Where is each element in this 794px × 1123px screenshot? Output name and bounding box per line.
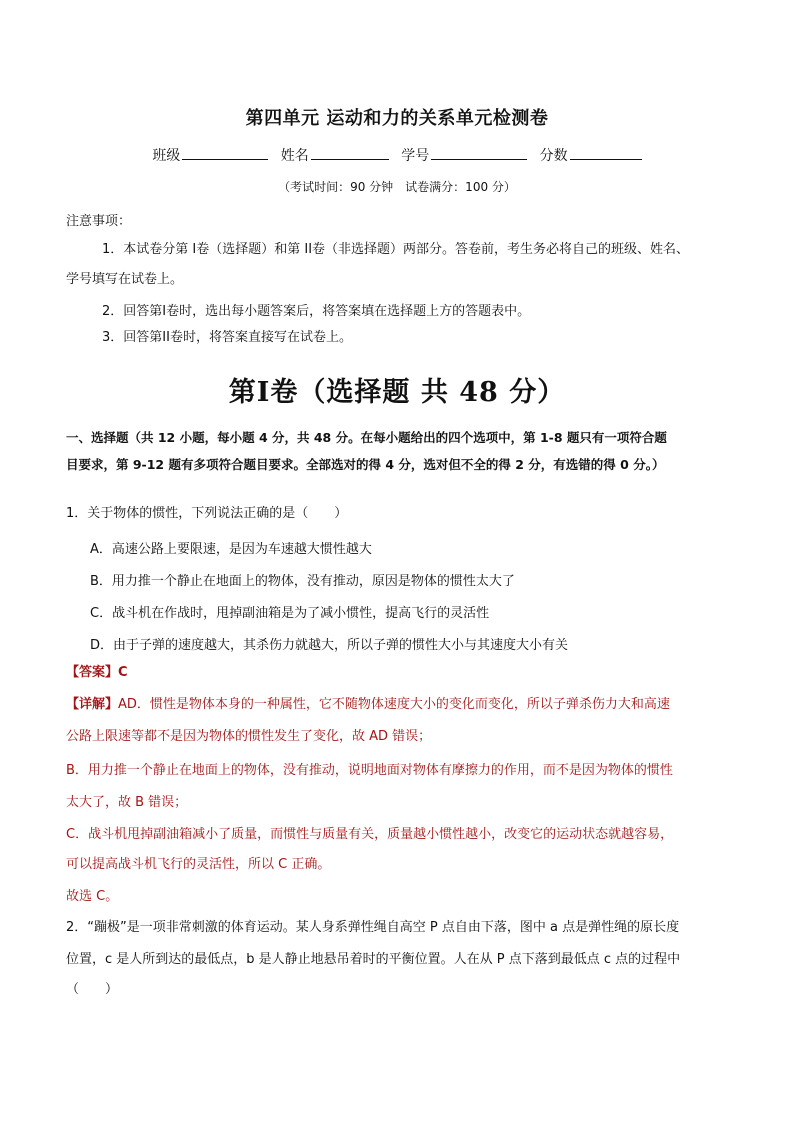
- note-item: [66, 298, 730, 325]
- note-text: 1．本试卷分第 I卷（选择题）和第 II卷（非选择题）两部分。答卷前，考生务必将自己的班级、姓名、: [102, 242, 690, 257]
- detail-line: B．用力推一个静止在地面上的物体，没有推动，说明地面对物体有摩擦力的作用，而不是因为物体的惯性: [66, 763, 673, 778]
- exam-info: （考试时间：90 分钟 试卷满分：100 分）: [278, 180, 516, 194]
- question-2-line: 2．“蹦极”是一项非常刺激的体育运动。某人身系弹性绳自高空 P 点自由下落，图中 a 点是弹性绳的原长度: [66, 920, 680, 935]
- detail-line: 可以提高战斗机飞行的灵活性，所以 C 正确。: [66, 857, 331, 872]
- id-field: [401, 145, 527, 165]
- question-1-option-b: B．用力推一个静止在地面上的物体，没有推动，原因是物体的惯性太大了: [90, 574, 515, 589]
- answer-line: [66, 658, 732, 688]
- part-heading-line: 目要求，第 9-12 题有多项符合题目要求。全部选对的得 4 分，选对但不全的得 2 分，有选错的得 0 分。）: [66, 457, 665, 472]
- question-1-option-c: C．战斗机在作战时，甩掉副油箱是为了减小惯性，提高飞行的灵活性: [90, 606, 490, 621]
- part-heading-line: 一、选择题（共 12 小题，每小题 4 分，共 48 分。在每小题给出的四个选项中，第 1-8 题只有一项符合题: [66, 430, 667, 445]
- part-heading: [66, 424, 732, 478]
- notes-heading: 注意事项：: [66, 214, 132, 229]
- detail-line: 公路上限速等都不是因为物体的惯性发生了变化，故 AD 错误；: [66, 729, 432, 744]
- note-item: [66, 324, 730, 351]
- detail-text: AD．惯性是物体本身的一种属性，它不随物体速度大小的变化而变化，所以子弹杀伤力大和高速: [118, 697, 670, 712]
- score-label: 分数: [539, 148, 568, 164]
- note-text: 2．回答第Ⅰ卷时，选出每小题答案后，将答案填在选择题上方的答题表中。: [102, 304, 531, 319]
- exam-title: 第四单元 运动和力的关系单元检测卷: [245, 108, 549, 129]
- student-info-fields: [0, 145, 794, 165]
- name-blank[interactable]: [311, 145, 389, 160]
- question-1-stem: 1．关于物体的惯性，下列说法正确的是（ ）: [66, 506, 348, 521]
- detail-line: 太大了，故 B 错误；: [66, 795, 188, 810]
- answer-label: 【答案】: [66, 665, 119, 680]
- detail-line: [66, 690, 732, 720]
- name-field: [281, 145, 389, 165]
- note-text: 3．回答第II卷时，将答案直接写在试卷上。: [102, 330, 352, 345]
- section-title: 第Ⅰ卷（选择题 共 48 分）: [228, 377, 566, 408]
- question-1-option-a: A．高速公路上要限速，是因为车速越大惯性越大: [90, 542, 372, 557]
- answer-value: C: [118, 665, 128, 680]
- score-field: [540, 145, 642, 165]
- name-label: 姓名: [280, 148, 309, 164]
- detail-line: C．战斗机甩掉副油箱减小了质量，而惯性与质量有关，质量越小惯性越小，改变它的运动状态就越容易，: [66, 827, 674, 842]
- class-field: [152, 145, 268, 165]
- note-item: [66, 266, 730, 293]
- class-label: 班级: [152, 148, 181, 164]
- question-2-choices-placeholder: （ ）: [66, 982, 119, 997]
- detail-label: 【详解】: [66, 697, 119, 712]
- note-item: [66, 236, 730, 263]
- id-blank[interactable]: [431, 145, 527, 160]
- question-2-line: 位置，c 是人所到达的最低点，b 是人静止地悬吊着时的平衡位置。人在从 P 点下落到最低点 c 点的过程中: [66, 952, 681, 967]
- class-blank[interactable]: [182, 145, 268, 160]
- question-1-option-d: D．由于子弹的速度越大，其杀伤力就越大，所以子弹的惯性大小与其速度大小有关: [90, 638, 569, 653]
- note-text: 学号填写在试卷上。: [66, 272, 184, 287]
- score-blank[interactable]: [570, 145, 642, 160]
- id-label: 学号: [401, 148, 430, 164]
- detail-conclusion: 故选 C。: [66, 889, 119, 904]
